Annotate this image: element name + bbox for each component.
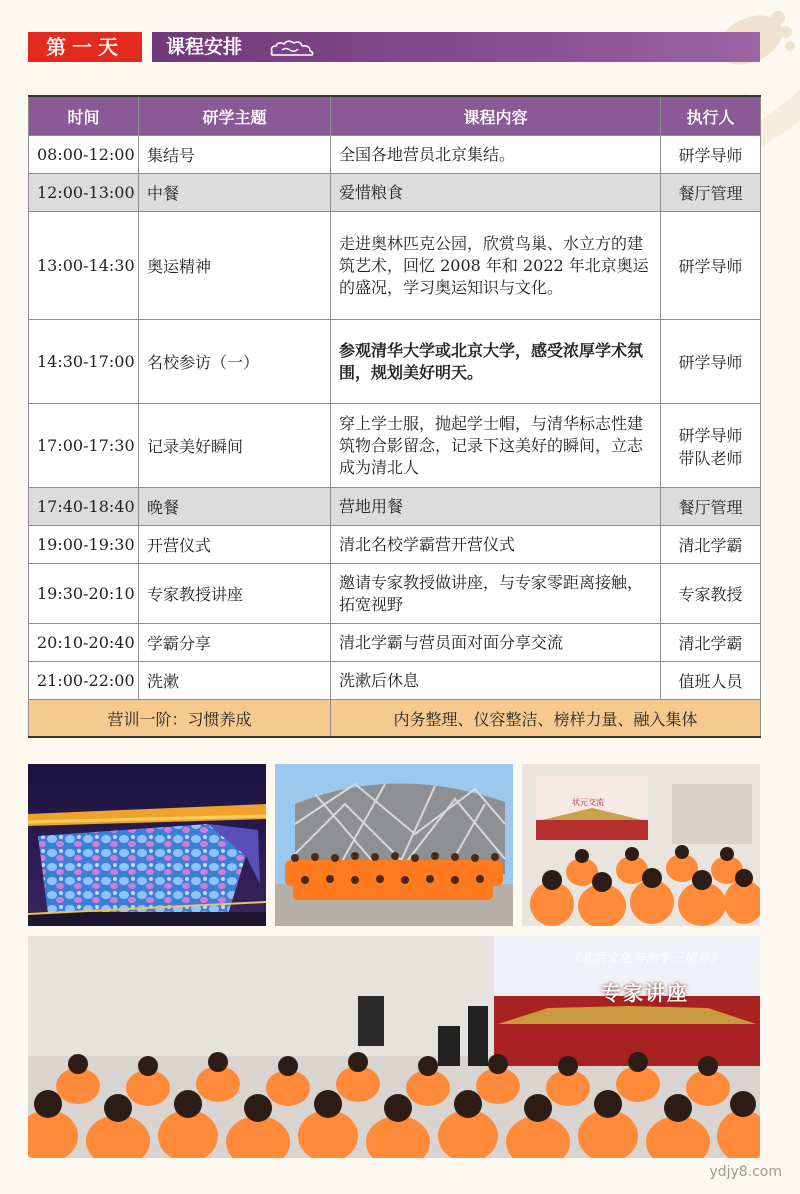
table-row	[29, 624, 761, 662]
table-row	[29, 212, 761, 320]
cloud-ornament-icon	[268, 38, 316, 58]
cell-content: 全国各地营员北京集结。	[331, 136, 661, 174]
table-header-row	[29, 96, 761, 136]
cell-content: 营地用餐	[331, 488, 661, 526]
table-row	[29, 564, 761, 624]
cell-theme: 晚餐	[139, 488, 331, 526]
cell-content: 走进奥林匹克公园，欣赏鸟巢、水立方的建筑艺术，回忆 2008 年和 2022 年北京奥运的盛况，学习奥运知识与文化。	[331, 212, 661, 320]
exchange-session-photo	[522, 764, 760, 926]
cell-theme: 开营仪式	[139, 526, 331, 564]
birds-nest-group-photo	[275, 764, 513, 926]
day-badge: 第一天	[28, 32, 142, 62]
cell-theme: 洗漱	[139, 662, 331, 700]
cell-exec: 研学导师	[661, 212, 761, 320]
water-cube-photo	[28, 764, 266, 926]
cell-time: 20:10-20:40	[29, 624, 139, 662]
cell-theme: 专家教授讲座	[139, 564, 331, 624]
cell-content: 清北学霸与营员面对面分享交流	[331, 624, 661, 662]
cell-exec: 研学导师	[661, 320, 761, 404]
cell-content: 穿上学士服，抛起学士帽，与清华标志性建筑物合影留念，记录下这美好的瞬间，立志成为清北人	[331, 404, 661, 488]
cell-content: 邀请专家教授做讲座，与专家零距离接触，拓宽视野	[331, 564, 661, 624]
cell-time: 21:00-22:00	[29, 662, 139, 700]
cell-theme: 记录美好瞬间	[139, 404, 331, 488]
cell-exec: 餐厅管理	[661, 488, 761, 526]
summary-label: 营训一阶：习惯养成	[29, 700, 331, 738]
header-content: 课程内容	[331, 96, 661, 136]
cell-content: 洗漱后休息	[331, 662, 661, 700]
cell-time: 19:30-20:10	[29, 564, 139, 624]
schedule-table	[28, 95, 761, 738]
header-exec: 执行人	[661, 96, 761, 136]
table-row	[29, 320, 761, 404]
cell-time: 08:00-12:00	[29, 136, 139, 174]
cell-time: 17:00-17:30	[29, 404, 139, 488]
lecture-hall-photo	[28, 936, 760, 1158]
cell-exec: 研学导师 带队老师	[661, 404, 761, 488]
header-theme: 研学主题	[139, 96, 331, 136]
table-row	[29, 488, 761, 526]
section-title: 课程安排	[166, 36, 243, 58]
cell-content: 参观清华大学或北京大学，感受浓厚学术氛围，规划美好明天。	[331, 320, 661, 404]
table-row	[29, 526, 761, 564]
cell-content: 清北名校学霸营开营仪式	[331, 526, 661, 564]
cell-time: 12:00-13:00	[29, 174, 139, 212]
cell-exec: 清北学霸	[661, 624, 761, 662]
cell-theme: 名校参访（一）	[139, 320, 331, 404]
small-screen-text: 状元交流	[572, 798, 604, 807]
cell-exec: 值班人员	[661, 662, 761, 700]
watermark: ydjy8.com	[709, 1164, 782, 1180]
cell-time: 14:30-17:00	[29, 320, 139, 404]
screen-title: 专家讲座	[601, 981, 689, 1005]
cell-time: 17:40-18:40	[29, 488, 139, 526]
table-row	[29, 404, 761, 488]
summary-value: 内务整理、仪容整洁、榜样力量、融入集体	[331, 700, 761, 738]
section-title-bar	[152, 32, 760, 62]
cell-content: 爱惜粮食	[331, 174, 661, 212]
summary-row	[29, 700, 761, 738]
table-row	[29, 136, 761, 174]
screen-subtitle: 《北清文化与治学三境界》	[566, 951, 723, 966]
header-time: 时间	[29, 96, 139, 136]
cell-theme: 学霸分享	[139, 624, 331, 662]
cell-exec: 餐厅管理	[661, 174, 761, 212]
cell-time: 13:00-14:30	[29, 212, 139, 320]
cell-theme: 中餐	[139, 174, 331, 212]
cell-theme: 奥运精神	[139, 212, 331, 320]
table-row	[29, 662, 761, 700]
cell-exec: 研学导师	[661, 136, 761, 174]
cell-exec: 专家教授	[661, 564, 761, 624]
table-row	[29, 174, 761, 212]
cell-theme: 集结号	[139, 136, 331, 174]
cell-exec: 清北学霸	[661, 526, 761, 564]
cell-time: 19:00-19:30	[29, 526, 139, 564]
